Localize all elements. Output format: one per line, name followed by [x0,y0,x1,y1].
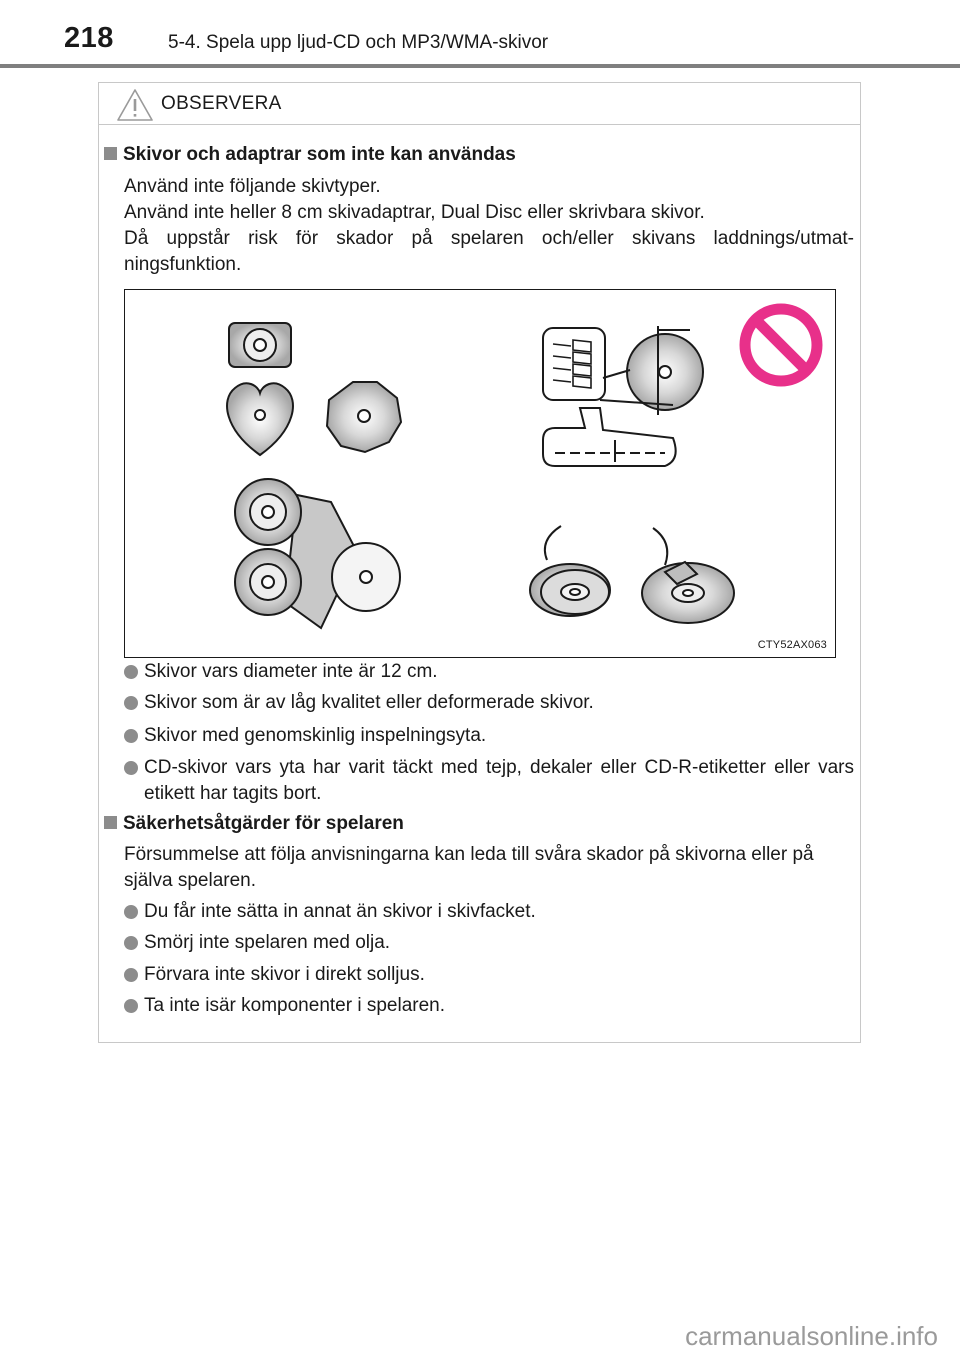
list-item-text: Skivor som är av låg kvalitet eller deformerade skivor. [144,692,594,713]
section-title-discs [104,144,516,166]
list-item-text: CD-skivor vars yta har varit täckt med tejp, dekaler eller CD-R-etiketter eller vars etikett har tagits bort. [144,757,854,804]
section-title-text: Säkerhetsåtgärder för spelaren [123,813,404,834]
bullet-dot-icon [124,696,138,710]
bullet-dot-icon [124,729,138,743]
list-item [124,723,854,749]
paragraph-line: Använd inte heller 8 cm skivadaptrar, Dual Disc eller skrivbara skivor. [124,202,705,223]
disc-illustration [124,289,836,658]
notice-header [99,83,860,125]
section-title-text: Skivor och adaptrar som inte kan användas [123,144,516,165]
watermark: carmanualsonline.info [685,1321,938,1351]
list-item [124,930,854,956]
section-title-player [104,813,404,835]
bullet-dot-icon [124,968,138,982]
bullet-dot-icon [124,999,138,1013]
section-square-icon [104,816,117,829]
list-item-text: Skivor vars diameter inte är 12 cm. [144,661,438,682]
bullet-dot-icon [124,665,138,679]
list-item-text: Skivor med genomskinlig inspelningsyta. [144,725,487,746]
list-item [124,659,854,685]
paragraph-line: Använd inte följande skivtyper. [124,176,381,197]
paragraph-player: Försummelse att följa anvisningarna kan leda till svåra skador på skivorna eller på själva spelaren. [124,844,814,891]
warning-triangle-icon [115,87,155,123]
header-rule [0,64,960,68]
section-square-icon [104,147,117,160]
list-item-text: Förvara inte skivor i direkt solljus. [144,964,425,985]
notice-title: OBSERVERA [161,93,282,114]
bullet-dot-icon [124,761,138,775]
page-number: 218 [64,22,114,54]
list-item-text: Du får inte sätta in annat än skivor i skivfacket. [144,901,536,922]
chapter-title: 5-4. Spela upp ljud-CD och MP3/WMA-skivor [168,32,549,53]
bullet-dot-icon [124,936,138,950]
list-item [124,755,854,807]
list-item-text: Ta inte isär komponenter i spelaren. [144,995,445,1016]
list-item [124,690,854,716]
list-item-text: Smörj inte spelaren med olja. [144,932,391,953]
disc-illustration-graphic [125,290,837,659]
figure-code: CTY52AX063 [757,639,827,651]
list-item [124,899,854,925]
paragraph-warning: Då uppstår risk för skador på spelaren och/eller skivans laddnings/utmat-ningsfunktion. [124,228,854,275]
list-item [124,993,854,1019]
bullet-dot-icon [124,905,138,919]
list-item [124,962,854,988]
